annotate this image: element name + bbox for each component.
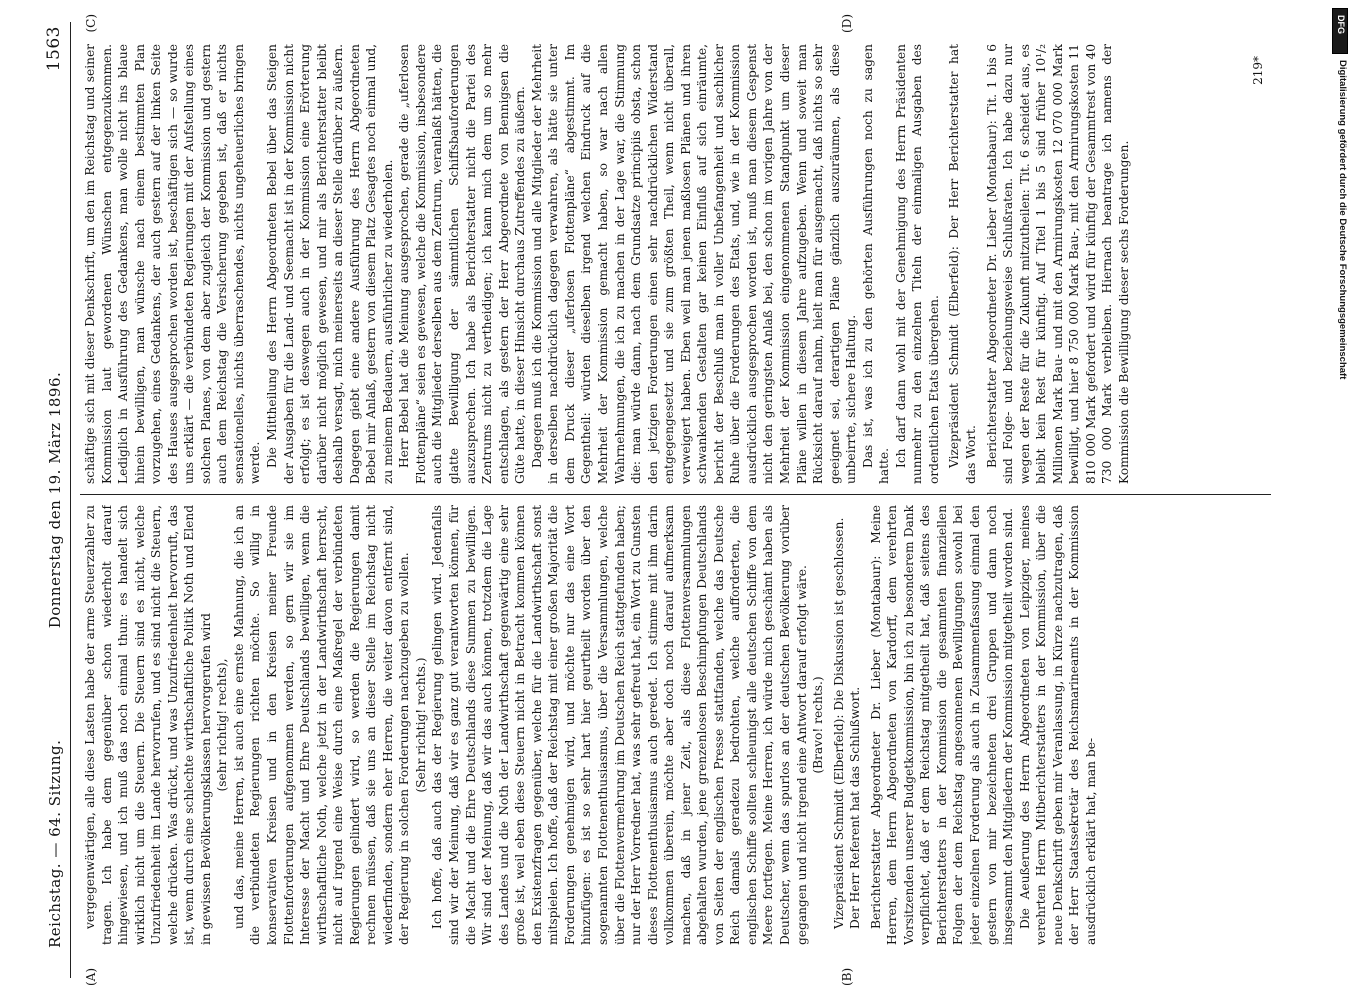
paragraph: Herr Bebel hat die Meinung ausgesprochen, gerade die „uferlosen Flottenpläne“ seien es gewesen, welche die Kommission, insbesondere auch die Mitglieder derselben aus dem Zentrum, veranlaßt hätten, die glatte Bewilligung der sämmtlichen Schiffsbauforderungen auszusprechen. Ich habe als Berichterstatter nicht die Partei des Zentrums nicht zu vertheidigen; ich kann mich dem um so mehr entschlagen, als gestern der Herr Abgeordnete von Bennigsen die Güte hatte, in dieser Hinsicht durchaus Zutreffendes zu äußern. bbox=[397, 44, 528, 484]
digitization-credit bbox=[1330, 4, 1348, 996]
interjection: (sehr richtig! rechts), bbox=[215, 658, 230, 792]
header-rule bbox=[70, 22, 71, 978]
dfg-logo-text: DFG bbox=[1336, 15, 1346, 34]
paragraph: und das, meine Herren, ist auch eine ernste Mahnung, die ich an die verbündeten Regierungen richten möchte. So willig in konservativen Kreisen und in den Kreisen meiner Freunde Flottenforderungen aufgenommen werden, so gern wir sie im Interesse der Macht und Ehre Deutschlands bewilligen, wenn die wirthschaftliche Noth, welche jetzt in der Landwirthschaft herrscht, nicht auf irgend eine Weise durch eine Maßregel der verbündeten Regierungen gelindert wird, so werden die Regierungen damit rechnen müssen, daß sie uns an dieser Stelle im Reichstag nicht wiederfinden, sondern eher Herren, die weiter davon entfernt sind, der Regierung in solchen Forderungen nachzugeben zu wollen. bbox=[231, 505, 412, 945]
left-column bbox=[82, 505, 1269, 945]
paragraph: Das ist, was ich zu den gehörten Ausführungen noch zu sagen hatte. bbox=[860, 44, 892, 484]
paragraph: Die Mittheilung des Herrn Abgeordneten Bebel über das Steigen der Ausgaben für die Land- und Seemacht ist in der Kommission nicht erfolgt; es ist deswegen auch in der Kommission eine Erörterung darüber nicht möglich gewesen, und mir als Berichterstatter bleibt deshalb versagt, mich meinerseits an dieser Stelle darüber zu äußern. Dagegen giebt eine andere Ausführung des Herrn Abgeordneten Bebel mir Anlaß, gestern von diesem Platz Gesagtes noch einmal und, zu meinem Bedauern, ausführlicher zu wiederholen. bbox=[265, 44, 395, 484]
running-head-date: Donnerstag den 19. März 1896. bbox=[46, 371, 64, 629]
right-column bbox=[82, 44, 1269, 484]
running-head bbox=[40, 22, 70, 978]
paragraph: vergegenwärtigen, alle diese Lasten habe der arme Steuerzahler zu tragen. Ich habe dem gegenüber schon wiederholt darauf hingewiesen, und ich muß das noch einmal thun: es handelt sich wirklich nicht um die Steuern. Die Steuern sind es nicht, welche Unzufriedenheit im Lande hervorrufen, und es sind nicht die Steuern, welche drücken. Was drückt, und was Unzufriedenheit hervorruft, das ist, wenn durch eine schlechte wirthschaftliche Politik Noth und Elend in gewissen Bevölkerungsklassen hervorgerufen wird bbox=[83, 505, 213, 945]
speaker-paragraph: Berichterstatter Abgeordneter Dr. Lieber (Montabaur): Meine Herren, dem Herrn Abgeordneten von Kardorff, dem verehrten Vorsitzenden unserer Budgetkommission, bin ich zu besonderem Dank verpflichtet, daß er dem Reichstag mitgetheilt hat, daß seitens des Berichterstatters in der Kommission die gesammten finanziellen Folgen der dem Reichstag angesonnenen Bewilligungen sowohl bei jeder einzelnen Forderung als auch in Zusammenfassung einmal den gestern von mir bezeichneten drei Gruppen und dann noch insgesammt den Mitgliedern der Kommission mitgetheilt worden sind. bbox=[868, 505, 1016, 945]
dfg-logo bbox=[1332, 8, 1348, 54]
speaker-paragraph: Berichterstatter Abgeordneter Dr. Lieber (Montabaur): Tit. 1 bis 6 sind Folge- und beziehungsweise Schlußraten. Ich habe dazu nur wegen der Reste für die Zukunft mitzutheilen: Tit. 6 scheidet aus, es bleibt kein Rest für künftig. Auf Titel 1 bis 5 sind früher 10¹/₂ Millionen Mark Bau- und mit den Armirungskosten 12 070 000 Mark bewilligt, und hier 8 750 000 Mark Bau-, mit den Armirungskosten 11 810 000 Mark gefordert und wird für künftig der Gesammtrest von 40 730 000 Mark verbleiben. Hiernach beantrage ich namens der Kommission die Bewilligung dieser sechs Forderungen. bbox=[984, 44, 1131, 484]
speaker-paragraph: Vizepräsident Schmidt (Elberfeld): Der Herr Berichterstatter hat das Wort. bbox=[947, 44, 978, 484]
rotated-page bbox=[40, 10, 1275, 990]
column-divider bbox=[80, 494, 1271, 495]
paragraph: Der Herr Referent hat das Schlußwort. bbox=[848, 686, 863, 929]
margin-marker-d: (D) bbox=[840, 14, 854, 33]
paragraph: schäftige sich mit dieser Denkschrift, um den im Reichstag und seiner Kommission laut gewordenen Wünschen entgegenzukommen. Lediglich in Ausführung des Gedankens, man wolle nicht ins blaue hinein bewilligen, man wünsche nach einem bestimmten Plan vorzugehen, eines Gedankens, der auch gestern auf der linken Seite des Hauses ausgesprochen worden ist, beschäftigen sich — so wurde uns erklärt — die verbündeten Regierungen mit der Aufstellung eines solchen Planes, von dem aber zugleich der Kommission und gestern auch dem Reichstag die Versicherung gegeben ist, daß er nichts sensationelles, nichts überraschendes, nichts ungeheuerliches bringen werde. bbox=[83, 44, 263, 484]
paragraph: Die Aeußerung des Herrn Abgeordneten von Leipziger, meines verehrten Herrn Mitberichterstatters in der Kommission, über die neue Denkschrift geben mir Veranlassung, in Kürze nachzutragen, daß der Herr Staatssekretär des Reichsmarineamts in der Kommission ausdrücklich erklärt hat, man be- bbox=[1017, 505, 1098, 945]
paragraph: Ich hoffe, daß auch das der Regierung gelingen wird. Jedenfalls sind wir der Meinung, daß wir es ganz gut verantworten können, für die Macht und die Ehre Deutschlands diese Summen zu bewilligen. Wir sind der Meinung, daß wir das auch können, trotzdem die Lage des Landes und die Noth der Landwirthschaft gegenwärtig eine sehr große ist, weil eben diese Steuern nicht in Betracht kommen können den Existenzfragen gegenüber, welche für die Landwirthschaft sonst mitspielen. Ich hoffe, daß der Reichstag mit einer großen Majorität die Forderungen genehmigen wird, und möchte nur das eine Wort hinzufügen: es ist so sehr hart hier geurtheilt worden über den sogenannten Flottenenthusiasmus, über die Versammlungen, welche über die Flottenvermehrung im Deutschen Reich stattgefunden haben; nur der Herr Vorredner hat, was sehr gefreut hat, ein Wort zu Gunsten dieses Flottenenthusiasmus auch geredet. Ich stimme mit ihm darin vollkommen überein, möchte aber doch noch darauf aufmerksam machen, daß in jener Zeit, als diese Flottenversammlungen abgehalten wurden, jene grenzenlosen Beschimpfungen Deutschlands von Seiten der englischen Presse stattfanden, welche das Deutsche Reich damals geradezu bedrohten, welche aufforderten, die englischen Schiffe sollten schleunigst alle deutschen Schiffe von dem Meere fortfegen. Meine Herren, ich würde mich geschämt haben als Deutscher, wenn das spurlos an der deutschen Bevölkerung vorüber gegangen und nicht irgend eine Antwort darauf erfolgt wäre. bbox=[430, 505, 809, 945]
running-head-session: Reichstag. — 64. Sitzung. bbox=[46, 739, 64, 948]
credit-text: Digitalisierung gefördert durch die Deutsche Forschungsgemeinschaft bbox=[1337, 60, 1348, 380]
margin-marker-b: (B) bbox=[840, 967, 854, 986]
margin-marker-a: (A) bbox=[84, 967, 98, 986]
interjection: (Bravo! rechts.) bbox=[811, 676, 826, 774]
page-number: 1563 bbox=[44, 26, 64, 72]
paragraph: Dagegen muß ich die Kommission und alle Mitglieder der Mehrheit in derselben nachdrücklich dagegen verwahren, als hätte sie unter dem Druck dieser „uferlosen Flottenpläne“ abgestimmt. Im Gegentheil: würden dieselben irgend welchen Eindruck auf die Mehrheit der Kommission gemacht haben, so war nach allen Wahrnehmungen, die ich zu machen in der Lage war, die Stimmung die: man würde dann, nach dem Grundsatze principiis obsta, schon den jetzigen Forderungen einen sehr nachdrücklichen Widerstand entgegengesetzt und sie zum größten Theil, wenn nicht überall, verweigert haben. Eben weil man jenen maßlosen Plänen und ihren schwankenden Gestalten gar keinen Einfluß auf sich einräumte, bericht der Beschluß man in voller Unbefangenheit und sachlicher Ruhe über die Forderungen des Etats, und, wie in der Kommission ausdrücklich ausgesprochen worden ist, muß man diesem Gespenst nicht den geringsten Anlaß bei, den schon im vorigen Jahre von der Mehrheit der Kommission eingenommenen Standpunkt um dieser Pläne willen in diesem Jahre aufzugeben. Wenn und soweit man Rücksicht darauf nahm, hielt man für ausgemacht, daß nichts so sehr geeignet sei, derartigen Pläne gänzlich auszuräumen, als diese unbeirrte, sichere Haltung. bbox=[529, 44, 859, 484]
paragraph: Ich darf dann wohl mit der Genehmigung des Herrn Präsidenten nunmehr zu den einzelnen Titeln der einmaligen Ausgaben des ordentlichen Etats übergehen. bbox=[893, 44, 941, 484]
interjection: (Sehr richtig! rechts.) bbox=[413, 657, 428, 793]
margin-marker-c: (C) bbox=[84, 14, 98, 33]
signature-mark: 219* bbox=[1251, 56, 1265, 85]
speaker-paragraph: Vizepräsident Schmidt (Elberfeld): Die Diskussion ist geschlossen. bbox=[831, 517, 846, 929]
